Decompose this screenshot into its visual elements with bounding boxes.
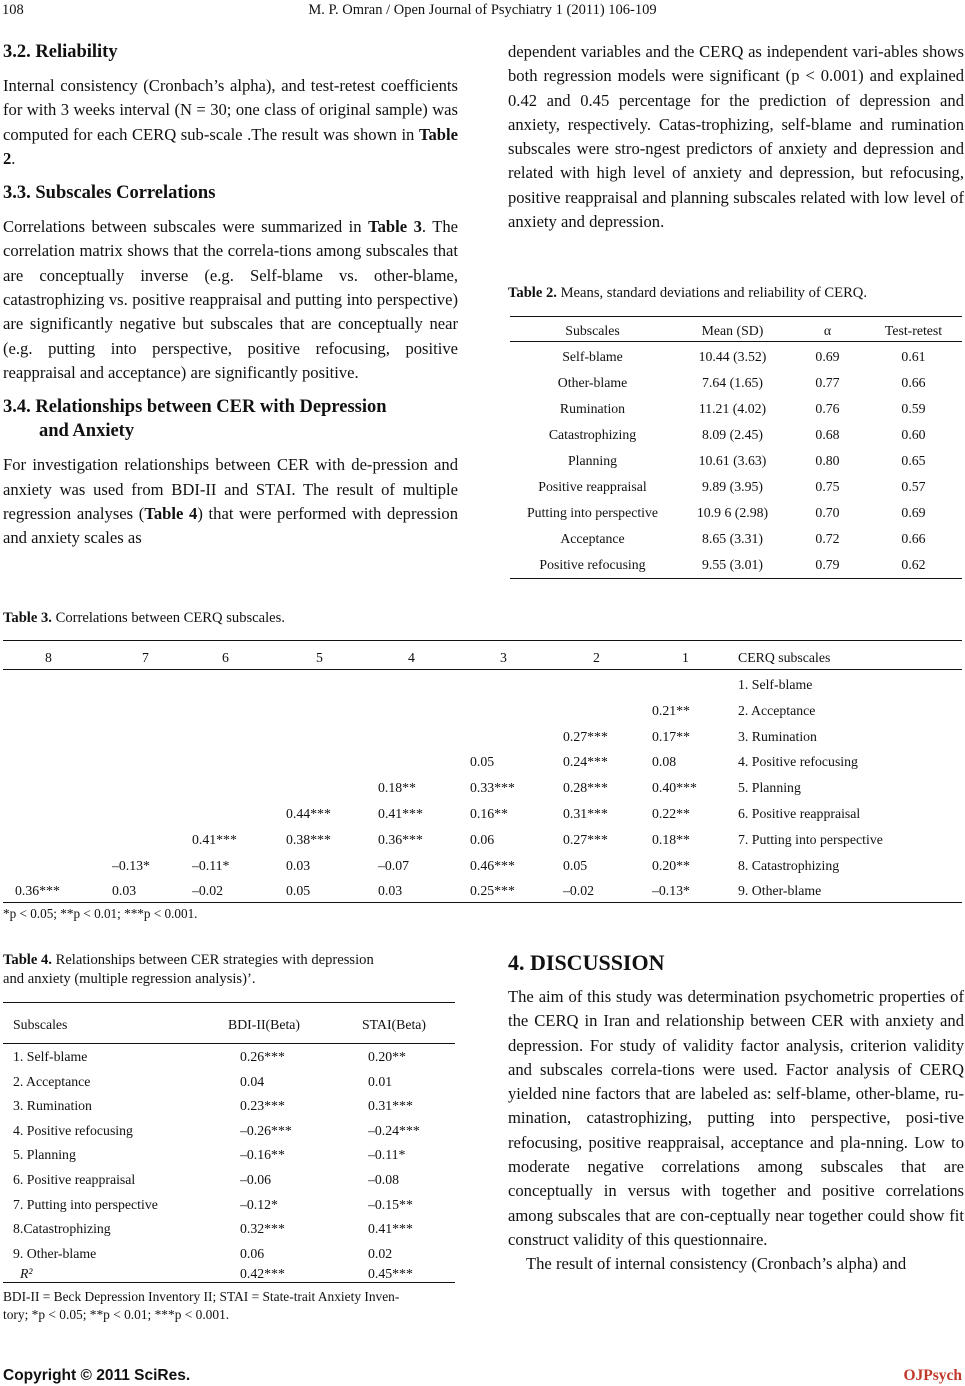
table-2-row: [510, 370, 962, 396]
table-2-cell: 0.68: [815, 427, 840, 442]
table-2-cell: 0.77: [815, 375, 840, 390]
table-2-cell: 8.09 (2.45): [702, 427, 763, 442]
table-2-ref: Table 2: [3, 124, 458, 168]
table-3-cell: 0.22**: [652, 806, 690, 821]
table-2-cell: 7.64 (1.65): [702, 375, 763, 390]
table-2-cell: 0.65: [901, 453, 926, 468]
table-3-cell: 0.44***: [286, 806, 331, 821]
discussion-body: [508, 985, 964, 1277]
left-column: [3, 40, 458, 550]
table-3-cell: 0.03: [286, 857, 311, 873]
table-4-header-rule: [3, 1043, 455, 1044]
table-4-cell: 0.31***: [368, 1098, 413, 1114]
table-3-cell: 0.28***: [563, 780, 608, 796]
table-3-cell: 0.21**: [652, 702, 690, 718]
table-2-cell: Rumination: [559, 401, 626, 416]
table-4-cell: –0.24***: [368, 1122, 420, 1138]
table-2-cell: Positive refocusing: [539, 557, 646, 572]
table-2: [510, 318, 962, 578]
table-2-cell: 0.69: [815, 349, 840, 364]
table-4-row-label: 8.Catastrophizing: [13, 1221, 111, 1237]
table-2-row: [510, 422, 962, 448]
table-3-col-header: 2: [593, 650, 600, 665]
table-2-top-rule: [510, 316, 962, 317]
table-2-cell: Planning: [567, 453, 618, 468]
table-2-cell: Acceptance: [560, 531, 625, 546]
table-4-row-label: 6. Positive reappraisal: [13, 1172, 136, 1187]
table-4-caption: Table 4. Relationships between CER strategies with depression and anxiety (multiple regression analysis)’.: [3, 952, 374, 987]
table-4-cell: –0.06: [240, 1172, 272, 1187]
table-3-cell: 0.41***: [378, 806, 423, 821]
table-3-cell: 0.38***: [286, 831, 331, 847]
table-3-cell: 0.06: [470, 831, 495, 847]
table-3-row-label: 1. Self-blame: [738, 677, 813, 692]
table-4-cell: –0.26***: [240, 1122, 292, 1138]
table-4-cell: –0.15**: [368, 1196, 413, 1212]
table-2-cell: 0.60: [901, 427, 926, 442]
table-3-row-label: 6. Positive reappraisal: [738, 806, 861, 821]
table-2-cell: 10.61 (3.63): [698, 453, 767, 468]
table-4-cell: 0.02: [368, 1245, 393, 1261]
table-4-cell: –0.16**: [240, 1147, 285, 1163]
table-2-header-row: [510, 318, 962, 344]
table-2-caption: Table 2. Means, standard deviations and reliability of CERQ.: [508, 285, 867, 301]
table-3-row-label: 5. Planning: [738, 780, 801, 796]
table-3-cell: –0.13*: [112, 857, 150, 873]
table-3-col-header: 1: [682, 650, 689, 665]
discussion-title: 4. DISCUSSION: [508, 950, 665, 975]
table-3-col-header: 4: [408, 650, 415, 665]
table-2-cell: 9.89 (3.95): [702, 479, 763, 494]
table-2-cell: 0.66: [901, 531, 926, 546]
table-4-cell: 0.20**: [368, 1049, 406, 1064]
table-3-col-header: 3: [500, 650, 507, 665]
table-4-cell: –0.12*: [240, 1196, 278, 1212]
table-2-cell: 0.80: [815, 453, 840, 468]
table-3-row-label: 3. Rumination: [738, 728, 817, 744]
table-4-row-label: 1. Self-blame: [13, 1049, 88, 1064]
table-3-cell: 0.20**: [652, 857, 690, 873]
table-4-cell: 0.32***: [240, 1221, 285, 1237]
table-2-cell: 0.70: [815, 505, 840, 520]
table-4-row-label: 5. Planning: [13, 1147, 76, 1163]
table-2-cell: 0.61: [901, 349, 926, 364]
table-3-cell: 0.36***: [378, 831, 423, 847]
table-2-row: [510, 396, 962, 422]
table-4-ref: Table 4: [144, 503, 198, 523]
table-4-cell: 0.23***: [240, 1098, 285, 1114]
table-4-col-header: Subscales: [13, 1017, 68, 1032]
table-2-row: [510, 500, 962, 526]
table-2-row: [510, 552, 962, 578]
table-4-col-header: BDI-II(Beta): [228, 1017, 301, 1032]
table-3-col-header: 6: [222, 650, 229, 665]
table-3-col-header: 7: [142, 650, 149, 665]
table-3-cell: 0.18**: [378, 780, 416, 796]
table-4-row-label: R²: [20, 1266, 33, 1282]
table-2-cell: 0.69: [901, 505, 926, 520]
section-3-3-paragraph: Correlations between subscales were summarized in Table 3. The correlation matrix shows that the correla-tions among subscales that are conceptually inverse (e.g. Self-blame vs. other-blame, catastrophizing vs. positive reappraisal and putting into perspective) are significantly negative but subscales that are conceptually near (e.g. putting into perspective, positive refocusing, positive reappraisal and acceptance) are significantly positive.: [3, 217, 459, 382]
table-2-cell: 0.59: [901, 401, 926, 416]
page-number: 108: [2, 2, 24, 18]
table-3-note: *p < 0.05; **p < 0.01; ***p < 0.001.: [3, 906, 198, 921]
table-2-cell: 11.21 (4.02): [698, 401, 767, 416]
table-3-cell: 0.25***: [470, 883, 515, 899]
table-2-col-header: Test-retest: [884, 323, 943, 338]
table-3-cell: 0.18**: [652, 831, 690, 847]
table-3-cell: –0.07: [378, 857, 410, 873]
table-3-row-label: 2. Acceptance: [738, 702, 816, 718]
table-3-cell: 0.05: [470, 754, 495, 770]
table-3-cell: 0.27***: [563, 831, 608, 847]
table-3-cell: 0.03: [378, 883, 403, 899]
table-3-cell: 0.05: [563, 857, 588, 873]
section-3-4-title: 3.4. Relationships between CER with Depression and Anxiety: [3, 397, 387, 442]
table-4-cell: 0.41***: [368, 1221, 413, 1237]
right-column: [508, 40, 964, 234]
table-4-row-label: 2. Acceptance: [13, 1073, 91, 1089]
table-2-cell: 0.62: [901, 557, 926, 572]
table-4-cell: 0.04: [240, 1073, 265, 1089]
table-3-cell: –0.02: [192, 883, 224, 899]
table-2-cell: 8.65 (3.31): [702, 531, 763, 546]
table-4-cell: 0.01: [368, 1073, 393, 1089]
table-2-cell: Positive reappraisal: [538, 479, 647, 494]
table-4-row-label: 9. Other-blame: [13, 1245, 97, 1261]
table-2-col-header: Mean (SD): [701, 323, 764, 338]
page-header: [0, 2, 965, 22]
table-4-cell: 0.45***: [368, 1266, 413, 1282]
table-4-cell: –0.08: [368, 1172, 400, 1187]
table-4-row-label: 7. Putting into perspective: [13, 1196, 158, 1212]
table-2-cell: 0.66: [901, 375, 926, 390]
table-2-bottom-rule: [510, 578, 962, 579]
table-3-cell: 0.16**: [470, 806, 508, 821]
table-3-ref: Table 3: [368, 217, 422, 237]
table-3-bottom-rule: [3, 902, 962, 903]
table-4-cell: 0.42***: [240, 1266, 285, 1282]
table-2-cell: 0.72: [815, 531, 840, 546]
table-2-cell: 9.55 (3.01): [702, 557, 763, 572]
discussion-paragraph-1: The aim of this study was determination psychometric properties of the CERQ in Iran and relationship between CER with anxiety and depression. For study of validity factor analysis, criterion validity and subscales correla-tions were used. Factor analysis of CERQ yielded nine factors that are labeled as: self-blame, other-blame, ru-mination, catastrophizing, putting into perspective, posi-tive refocusing, positive reappraisal, acceptance and pla-nning. Low to moderate negative correlations among subscales that are conceptually in versus with together and positive correlations among subscales that are con-ceptually near together could show fit construct validity of this questionnaire.: [508, 987, 964, 1249]
section-3-2-title: 3.2. Reliability: [3, 42, 118, 62]
table-4-row-label: 3. Rumination: [13, 1098, 92, 1114]
table-2-row: [510, 448, 962, 474]
table-2-cell: 10.44 (3.52): [698, 349, 767, 364]
table-2-col-header: Subscales: [565, 323, 620, 338]
table-4-note: BDI-II = Beck Depression Inventory II; STAI = State-trait Anxiety Inven- tory; *p < 0.05; **p < 0.01; ***p < 0.001.: [3, 1289, 400, 1322]
table-3-cell: –0.13*: [652, 883, 690, 899]
footer-journal: OJPsych: [903, 1367, 962, 1384]
table-3-cell: 0.05: [286, 883, 311, 899]
table-3-top-rule: [3, 640, 962, 641]
table-3-cell: 0.27***: [563, 728, 608, 744]
table-3-row-label: 4. Positive refocusing: [738, 754, 858, 770]
table-3-cell: 0.17**: [652, 728, 690, 744]
table-2-cell: Self-blame: [562, 349, 623, 364]
table-4-cell: 0.26***: [240, 1049, 285, 1064]
table-2-cell: 0.57: [901, 479, 926, 494]
table-3-col-header: CERQ subscales: [738, 650, 831, 665]
discussion-paragraph-2: The result of internal consistency (Cronbach’s alpha) and: [526, 1254, 907, 1274]
table-2-cell: Catastrophizing: [548, 427, 637, 442]
section-3-2-paragraph: Internal consistency (Cronbach’s alpha), and test-retest coefficients for with 3 weeks interval (N = 30; one class of original sample) was computed for each CERQ sub-scale .The result was shown in Table 2.: [3, 76, 458, 168]
table-3-col-header: 5: [316, 650, 323, 665]
table-4-cell: 0.06: [240, 1245, 265, 1261]
table-2-cell: 0.75: [815, 479, 840, 494]
table-3-row-label: 9. Other-blame: [738, 883, 822, 899]
table-2-cell: 10.9 6 (2.98): [696, 505, 769, 520]
table-3-cell: 0.03: [112, 883, 137, 899]
table-4-cell: –0.11*: [368, 1147, 406, 1163]
table-2-cell: Putting into perspective: [526, 505, 659, 520]
table-3-row-label: 8. Catastrophizing: [738, 857, 840, 873]
table-3-header-rule: [3, 669, 962, 670]
table-4-top-rule: [3, 1002, 455, 1003]
table-3-cell: 0.24***: [563, 754, 608, 770]
table-3-col-header: 8: [45, 650, 52, 665]
table-4-col-header: STAI(Beta): [362, 1017, 427, 1032]
table-3-cell: 0.41***: [192, 831, 237, 847]
table-4-row-label: 4. Positive refocusing: [13, 1122, 133, 1138]
section-3-3-title: 3.3. Subscales Correlations: [3, 183, 216, 204]
table-3-row-label: 7. Putting into perspective: [738, 831, 883, 847]
table-2-row: [510, 344, 962, 370]
table-2-row: [510, 474, 962, 500]
table-2-cell: 0.76: [815, 401, 840, 416]
running-title: M. P. Omran / Open Journal of Psychiatry 1 (2011) 106-109: [308, 2, 657, 18]
table-3-cell: 0.36***: [15, 883, 60, 899]
section-3-4-paragraph: For investigation relationships between CER with de-pression and anxiety was used from BDI-II and STAI. The result of multiple regression analyses (Table 4) that were performed with depression and anxiety scales as: [3, 455, 458, 548]
table-3-cell: 0.33***: [470, 780, 515, 796]
table-3-cell: 0.31***: [563, 806, 608, 821]
table-3-caption: Table 3. Correlations between CERQ subscales.: [3, 610, 285, 626]
table-2-row: [510, 526, 962, 552]
table-3-cell: –0.02: [563, 883, 595, 899]
right-paragraph: dependent variables and the CERQ as independent vari-ables shows both regression models were significant (p < 0.001) and explained 0.42 and 0.45 percentage for the prediction of depression and anxiety, respectively. Catas-trophizing, self-blame and rumination subscales were stro-ngest predictors of anxiety and depression and related with high level of anxiety and depression, but refocusing, positive reappraisal and planning subscales related with low level of anxiety and depression.: [508, 42, 964, 232]
table-2-col-header: α: [823, 323, 832, 338]
table-3-cell: 0.40***: [652, 780, 697, 796]
table-2-cell: Other-blame: [557, 375, 628, 390]
table-2-cell: 0.79: [815, 557, 840, 572]
table-3-cell: –0.11*: [192, 857, 230, 873]
table-3-cell: 0.08: [652, 754, 677, 770]
footer-copyright: Copyright © 2011 SciRes.: [3, 1367, 191, 1384]
table-3-cell: 0.46***: [470, 857, 515, 873]
